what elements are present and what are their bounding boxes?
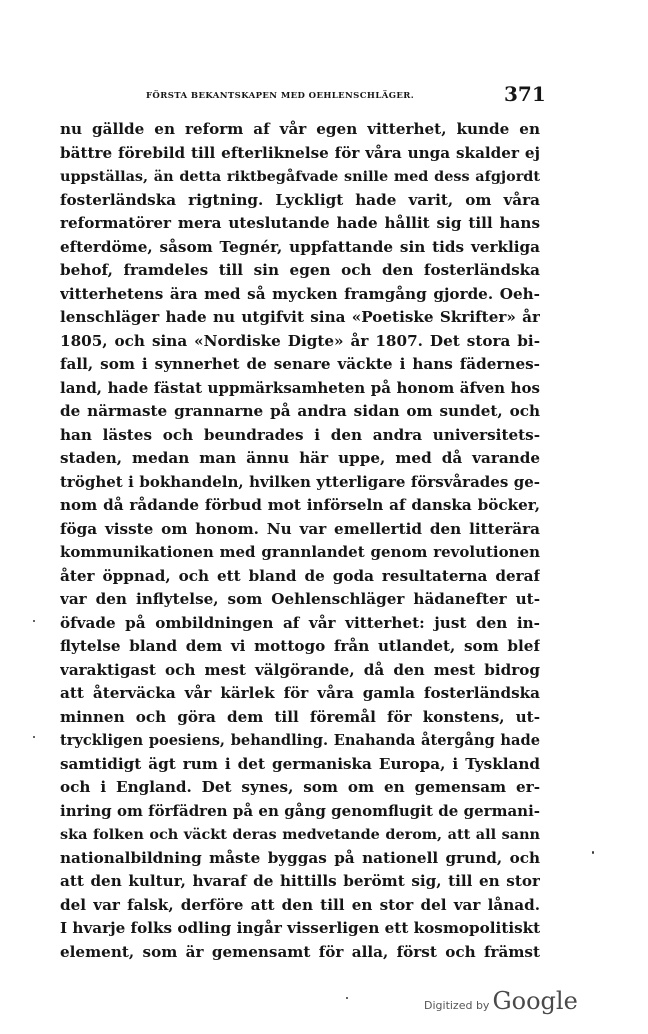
- text-line: lenschläger hade nu utgifvit sina «Poetiske Skrifter» år: [60, 308, 540, 326]
- text-line: att återväcka vår kärlek för våra gamla fosterländska: [60, 684, 540, 702]
- text-line: I hvarje folks odling ingår visserligen ett kosmopolitiskt: [60, 919, 540, 937]
- text-line: uppställas, än detta riktbegåfvade snille med dess afgjordt: [60, 168, 540, 185]
- text-line: inring om förfädren på en gång genomflugit de germani-: [60, 801, 540, 820]
- text-line: nu gällde en reform af vår egen vitterhet, kunde en: [60, 120, 540, 138]
- text-line: efterdöme, såsom Tegnér, uppfattande sin tids verkliga: [60, 237, 540, 256]
- text-line: behof, framdeles till sin egen och den fosterländska: [60, 261, 540, 279]
- text-line: reformatörer mera uteslutande hade hållit sig till hans: [60, 214, 540, 232]
- text-line: ska folken och väckt deras medvetande derom, att all sann: [60, 826, 540, 843]
- google-logo: Google: [492, 987, 578, 1015]
- text-line: bättre förebild till efterliknelse för våra unga skalder ej: [60, 143, 540, 162]
- print-speck: [592, 851, 594, 854]
- running-title: FÖRSTA BEKANTSKAPEN MED OEHLENSCHLÄGER.: [146, 91, 415, 101]
- text-line: minnen och göra dem till föremål för konstens, ut-: [60, 707, 540, 726]
- text-line: tröghet i bokhandeln, hvilken ytterligare försvårades ge-: [60, 472, 540, 491]
- print-speck: [33, 736, 35, 738]
- print-speck: [346, 997, 348, 999]
- text-line: öfvade på ombildningen af vår vitterhet: just den in-: [60, 613, 540, 632]
- text-line: samtidigt ägt rum i det germaniska Europa, i Tyskland: [60, 754, 540, 773]
- page-number: 371: [504, 82, 546, 106]
- text-line: element, som är gemensamt för alla, först och främst: [60, 942, 540, 961]
- text-line: tryckligen poesiens, behandling. Enahanda återgång hade: [60, 732, 540, 749]
- text-line: flytelse bland dem vi mottogo från utlandet, som blef: [60, 637, 540, 655]
- text-line: vitterhetens ära med så mycken framgång gjorde. Oeh-: [60, 284, 540, 303]
- text-line: de närmaste grannarne på andra sidan om sundet, och: [60, 402, 540, 420]
- digitized-label: Digitized by: [424, 999, 490, 1012]
- text-line: nom då rådande förbud mot införseln af danska böcker,: [60, 496, 540, 514]
- text-line: fosterländska rigtning. Lyckligt hade varit, om våra: [60, 190, 540, 209]
- text-line: och i England. Det synes, som om en gemensam er-: [60, 778, 540, 796]
- print-speck: [33, 620, 35, 622]
- text-line: nationalbildning måste byggas på nationell grund, och: [60, 848, 540, 867]
- text-line: han lästes och beundrades i den andra universitets-: [60, 425, 540, 444]
- text-line: föga visste om honom. Nu var emellertid den litterära: [60, 519, 540, 538]
- text-line: kommunikationen med grannlandet genom revolutionen: [60, 543, 540, 561]
- text-line: 1805, och sina «Nordiske Digte» år 1807. Det stora bi-: [60, 331, 540, 350]
- text-line: varaktigast och mest välgörande, då den mest bidrog: [60, 660, 540, 679]
- text-line: del var falsk, derföre att den till en stor del var lånad.: [60, 895, 540, 914]
- body-text: [60, 118, 540, 964]
- text-line: åter öppnad, och ett bland de goda resultaterna deraf: [60, 566, 540, 585]
- text-line: var den inflytelse, som Oehlenschläger hädanefter ut-: [60, 590, 540, 608]
- text-line: fall, som i synnerhet de senare väckte i hans fädernes-: [60, 355, 540, 373]
- text-line: land, hade fästat uppmärksamheten på honom äfven hos: [60, 378, 540, 397]
- text-line: att den kultur, hvaraf de hittills berömt sig, till en stor: [60, 872, 540, 890]
- text-line: staden, medan man ännu här uppe, med då varande: [60, 449, 540, 467]
- digitized-by-google: [424, 987, 578, 1015]
